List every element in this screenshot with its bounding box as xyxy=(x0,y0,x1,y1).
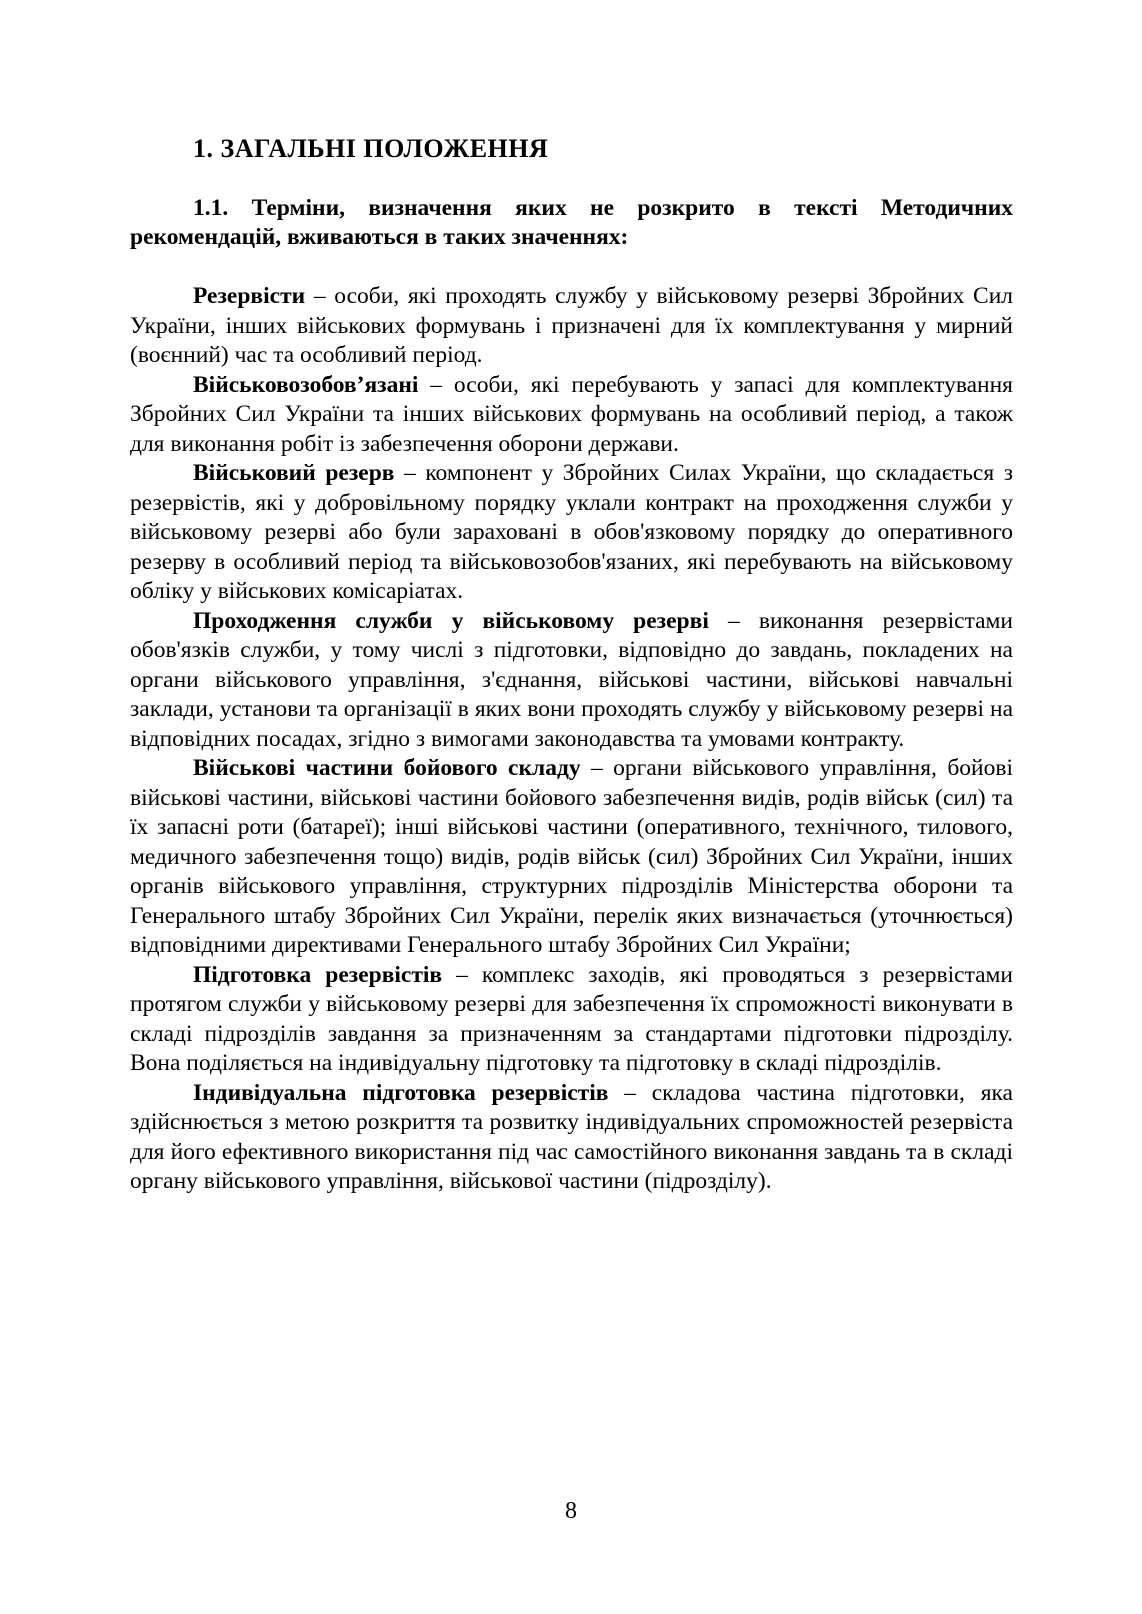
definition-term: Резервісти xyxy=(193,283,306,309)
definition-term: Військові частини бойового складу xyxy=(193,755,581,781)
definition-paragraph xyxy=(130,754,1013,961)
definition-term: Проходження служби у військовому резерві xyxy=(193,607,709,634)
definition-paragraph xyxy=(130,607,1013,755)
definition-paragraph xyxy=(130,961,1013,1079)
section-title: 1. ЗАГАЛЬНІ ПОЛОЖЕННЯ xyxy=(193,134,549,163)
definition-text: – особи, які перебувають у запасі для комплектування Збройних Сил України та інших військових формувань на особливий період, а також для виконання робіт із забезпечення оборони держави. xyxy=(130,371,1013,457)
definition-paragraph xyxy=(130,282,1013,371)
definition-term: Підготовка резервістів xyxy=(193,961,443,988)
definition-text: – особи, які проходять службу у військовому резерві Збройних Сил України, інших військових формувань і призначені для їх комплектування у мирний (воєнний) час та особливий період. xyxy=(130,283,1013,368)
page-content xyxy=(130,134,1013,1197)
definitions-list xyxy=(130,282,1013,1197)
definition-text: – компонент у Збройних Силах України, що складається з резервістів, які у добровільному порядку уклали контракт на проходження служби у військовому резерві або були зараховані в обов'язковому порядку до оперативного резерву в особливий період та військовозобов'язаних, які перебувають на військовому обліку у військових комісаріатах. xyxy=(130,460,1013,604)
definition-text: – комплекс заходів, які проводяться з резервістами протягом служби у військовому резерві для забезпечення їх спроможності виконувати в складі підрозділів завдання за призначенням за стандартами підготовки підрозділу. Вона поділяється на індивідуальну підготовку та підготовку в складі підрозділів. xyxy=(130,961,1013,1076)
subsection-heading: 1.1. Терміни, визначення яких не розкрито в тексті Методичних рекомендацій, вживаються в таких значеннях: xyxy=(130,194,1013,250)
definition-term: Військовозобов’язані xyxy=(193,371,419,398)
definition-text: – виконання резервістами обов'язків служби, у тому числі з підготовки, відповідно до завдань, покладених на органи військового управління, з'єднання, військові частини, військові навчальні заклади, установи та організації в яких вони проходять службу у військовому резерві на відповідних посадах, згідно з вимогами законодавства та умовами контракту. xyxy=(130,607,1013,752)
definition-term: Військовий резерв xyxy=(193,460,395,486)
definition-text: – органи військового управління, бойові військові частини, військові частини бойового забезпечення видів, родів військ (сил) та їх запасні роти (батареї); інші військові частини (оперативного, технічного, тилового, медичного забезпечення тощо) видів, родів військ (сил) Збройних Сил України, інших органів військового управління, структурних підрозділів Міністерства оборони та Генерального штабу Збройних Сил України, перелік яких визначається (уточнюється) відповідними директивами Генерального штабу Збройних Сил України; xyxy=(130,755,1013,958)
page-number: 8 xyxy=(565,1498,577,1524)
definition-paragraph xyxy=(130,1079,1013,1197)
definition-text: – складова частина підготовки, яка здійснюється з метою розкриття та розвитку індивідуальних спроможностей резервіста для його ефективного використання під час самостійного виконання завдань та в складі органу військового управління, військової частини (підрозділу). xyxy=(130,1079,1013,1194)
definition-term: Індивідуальна підготовка резервістів xyxy=(193,1079,609,1106)
definition-paragraph xyxy=(130,371,1013,460)
definition-paragraph xyxy=(130,459,1013,607)
